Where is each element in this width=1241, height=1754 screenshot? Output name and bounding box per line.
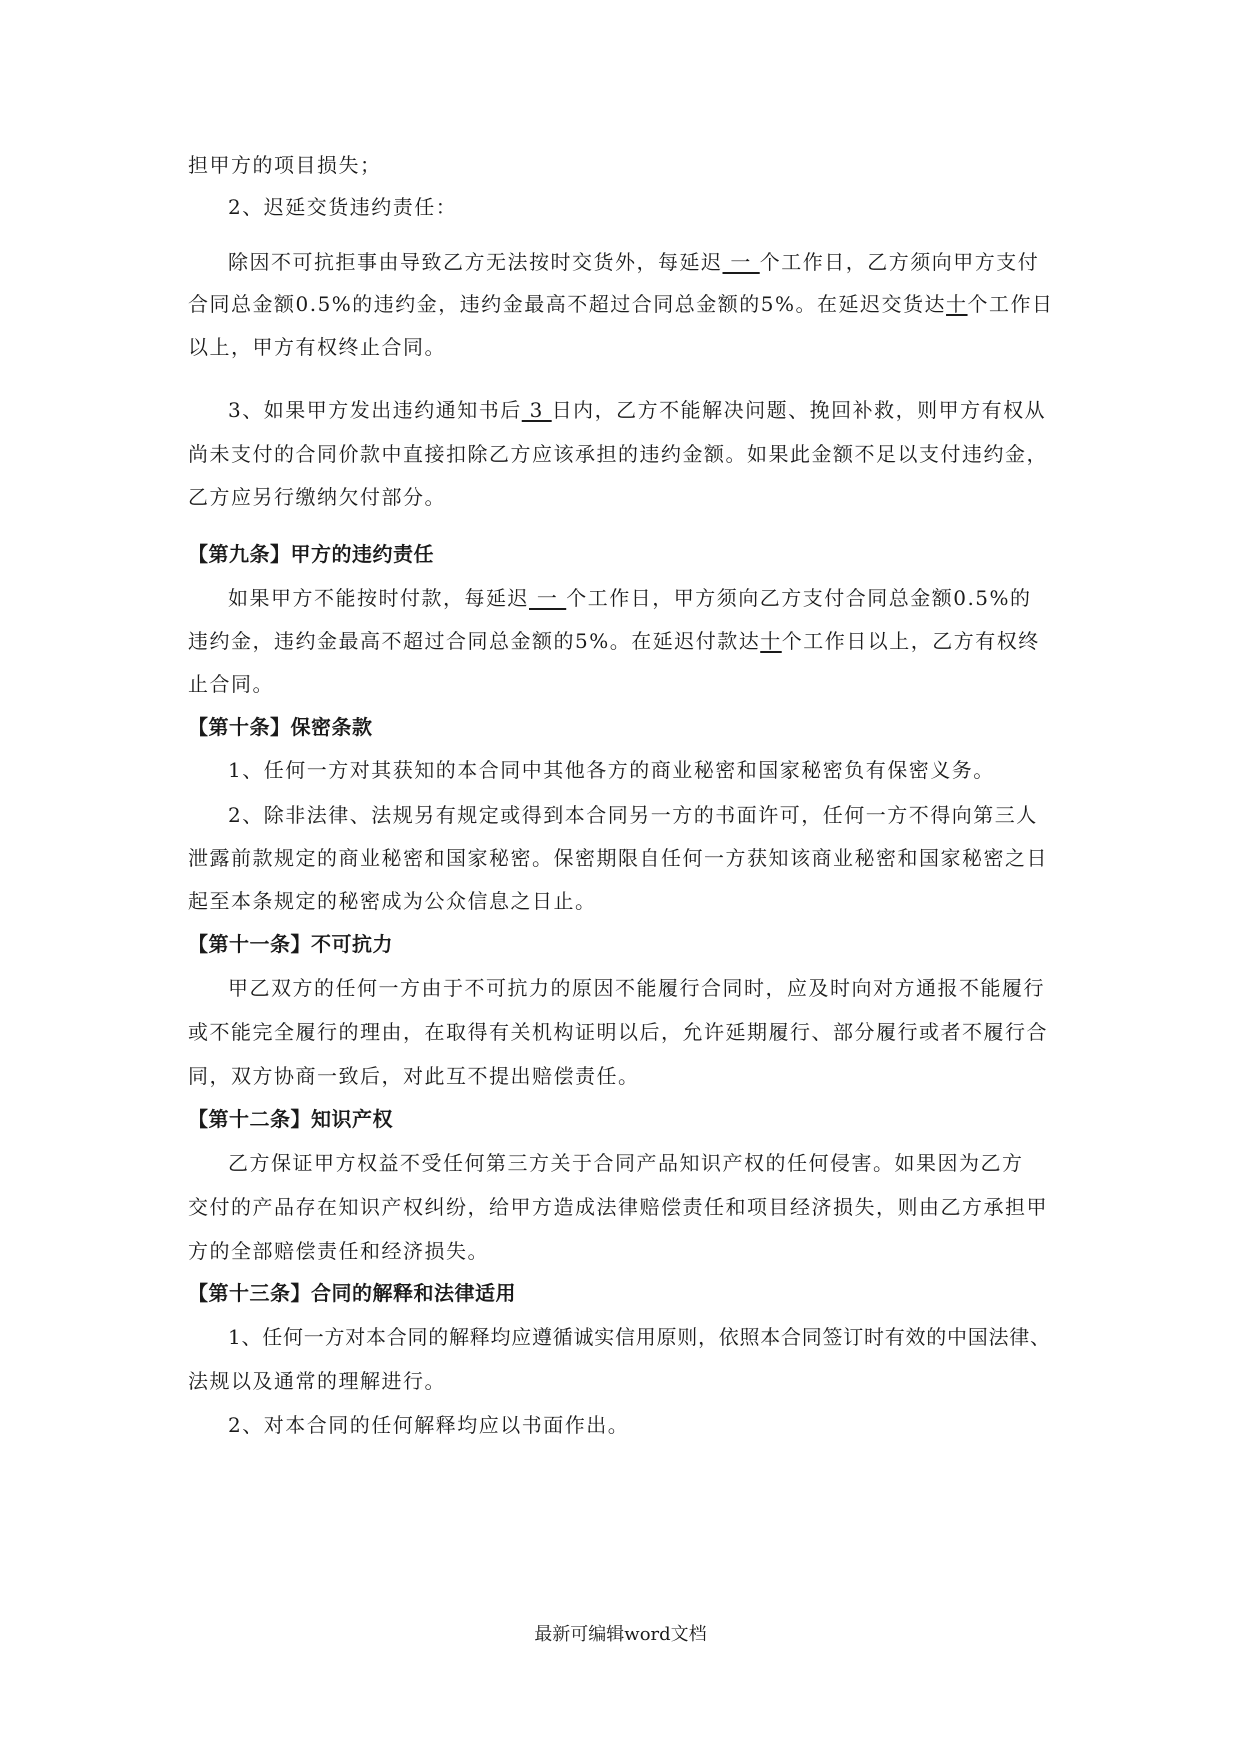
- section-heading-11: [188, 931, 393, 957]
- paragraph-line: [228, 802, 1038, 828]
- heading-text: 【第九条】甲方的违约责任: [188, 542, 434, 566]
- paragraph-line: [188, 441, 1048, 467]
- paragraph-line: [188, 1194, 1048, 1220]
- paragraph-line: [188, 1238, 489, 1264]
- text: 个工作日，乙方须向甲方支付: [759, 250, 1040, 274]
- text: 起至本条规定的秘密成为公众信息之日止。: [188, 889, 597, 913]
- text: 合同总金额0.5%的违约金，违约金最高不超过合同总金额的5%。在延迟交货达: [188, 292, 947, 316]
- paragraph-line: [188, 1063, 640, 1089]
- section-heading-9: [188, 541, 434, 567]
- text: 如果甲方不能按时付款，每延迟: [228, 586, 529, 610]
- text: 1、任何一方对本合同的解释均应遵循诚实信用原则，依照本合同签订时有效的中国法律、: [228, 1325, 1051, 1349]
- text: 担甲方的项目损失；: [188, 153, 382, 177]
- text: 除因不可抗拒事由导致乙方无法按时交货外，每延迟: [228, 250, 723, 274]
- text: 日内，乙方不能解决问题、挽回补救，则甲方有权从: [551, 398, 1047, 422]
- text: 交付的产品存在知识产权纠纷，给甲方造成法律赔偿责任和项目经济损失，则由乙方承担甲: [188, 1195, 1048, 1219]
- blank-value: 十: [760, 629, 782, 653]
- paragraph-line: [188, 628, 1040, 654]
- paragraph-line: [188, 845, 1048, 871]
- text: 个工作日: [967, 292, 1054, 316]
- heading-text: 【第十条】保密条款: [188, 715, 373, 739]
- paragraph-line: [188, 152, 382, 178]
- text: 以上，甲方有权终止合同。: [188, 335, 446, 359]
- heading-text: 【第十三条】合同的解释和法律适用: [188, 1281, 516, 1305]
- blank-value: 十: [946, 292, 968, 316]
- paragraph-line: [228, 194, 457, 220]
- section-heading-10: [188, 714, 373, 740]
- text: 泄露前款规定的商业秘密和国家秘密。保密期限自任何一方获知该商业秘密和国家秘密之日: [188, 846, 1048, 870]
- page-footer: 最新可编辑word文档: [534, 1624, 707, 1645]
- text: 1、任何一方对其获知的本合同中其他各方的商业秘密和国家秘密负有保密义务。: [228, 758, 995, 782]
- paragraph-line: [188, 671, 274, 697]
- text: 法规以及通常的理解进行。: [188, 1369, 446, 1393]
- paragraph-line: [228, 975, 1045, 1001]
- text: 2、对本合同的任何解释均应以书面作出。: [228, 1413, 630, 1437]
- text: 甲乙双方的任何一方由于不可抗力的原因不能履行合同时，应及时向对方通报不能履行: [228, 976, 1045, 1000]
- paragraph-line: [188, 1019, 1048, 1045]
- text: 违约金，违约金最高不超过合同总金额的5%。在延迟付款达: [188, 629, 761, 653]
- section-heading-13: [188, 1280, 516, 1306]
- paragraph-line: [228, 1150, 1024, 1176]
- paragraph-line: [228, 757, 995, 783]
- text: 同，双方协商一致后，对此互不提出赔偿责任。: [188, 1064, 640, 1088]
- paragraph-line: [228, 585, 1032, 611]
- text: 或不能完全履行的理由，在取得有关机构证明以后，允许延期履行、部分履行或者不履行合: [188, 1020, 1048, 1044]
- blank-value: 一: [722, 250, 760, 274]
- paragraph-line: [188, 291, 1054, 317]
- paragraph-line: [188, 888, 597, 914]
- text: 乙方保证甲方权益不受任何第三方关于合同产品知识产权的任何侵害。如果因为乙方: [228, 1151, 1024, 1175]
- paragraph-line: [188, 1368, 446, 1394]
- blank-value: 一: [529, 586, 567, 610]
- text: 2、迟延交货违约责任：: [228, 195, 458, 219]
- section-heading-12: [188, 1106, 393, 1132]
- paragraph-line: [228, 249, 1039, 275]
- text: 3、如果甲方发出违约通知书后: [228, 398, 522, 422]
- paragraph-line: [228, 1324, 1051, 1350]
- text: 止合同。: [188, 672, 274, 696]
- text: 2、除非法律、法规另有规定或得到本合同另一方的书面许可，任何一方不得向第三人: [228, 803, 1038, 827]
- paragraph-line: [228, 397, 1046, 423]
- paragraph-line: [228, 1412, 629, 1438]
- paragraph-line: [188, 484, 446, 510]
- heading-text: 【第十二条】知识产权: [188, 1107, 393, 1131]
- text: 尚未支付的合同价款中直接扣除乙方应该承担的违约金额。如果此金额不足以支付违约金，: [188, 442, 1048, 466]
- blank-value: 3: [521, 398, 552, 422]
- text: 乙方应另行缴纳欠付部分。: [188, 485, 446, 509]
- heading-text: 【第十一条】不可抗力: [188, 932, 393, 956]
- text: 个工作日以上，乙方有权终: [781, 629, 1040, 653]
- text: 方的全部赔偿责任和经济损失。: [188, 1239, 489, 1263]
- paragraph-line: [188, 334, 446, 360]
- text: 个工作日，甲方须向乙方支付合同总金额0.5%的: [566, 586, 1032, 610]
